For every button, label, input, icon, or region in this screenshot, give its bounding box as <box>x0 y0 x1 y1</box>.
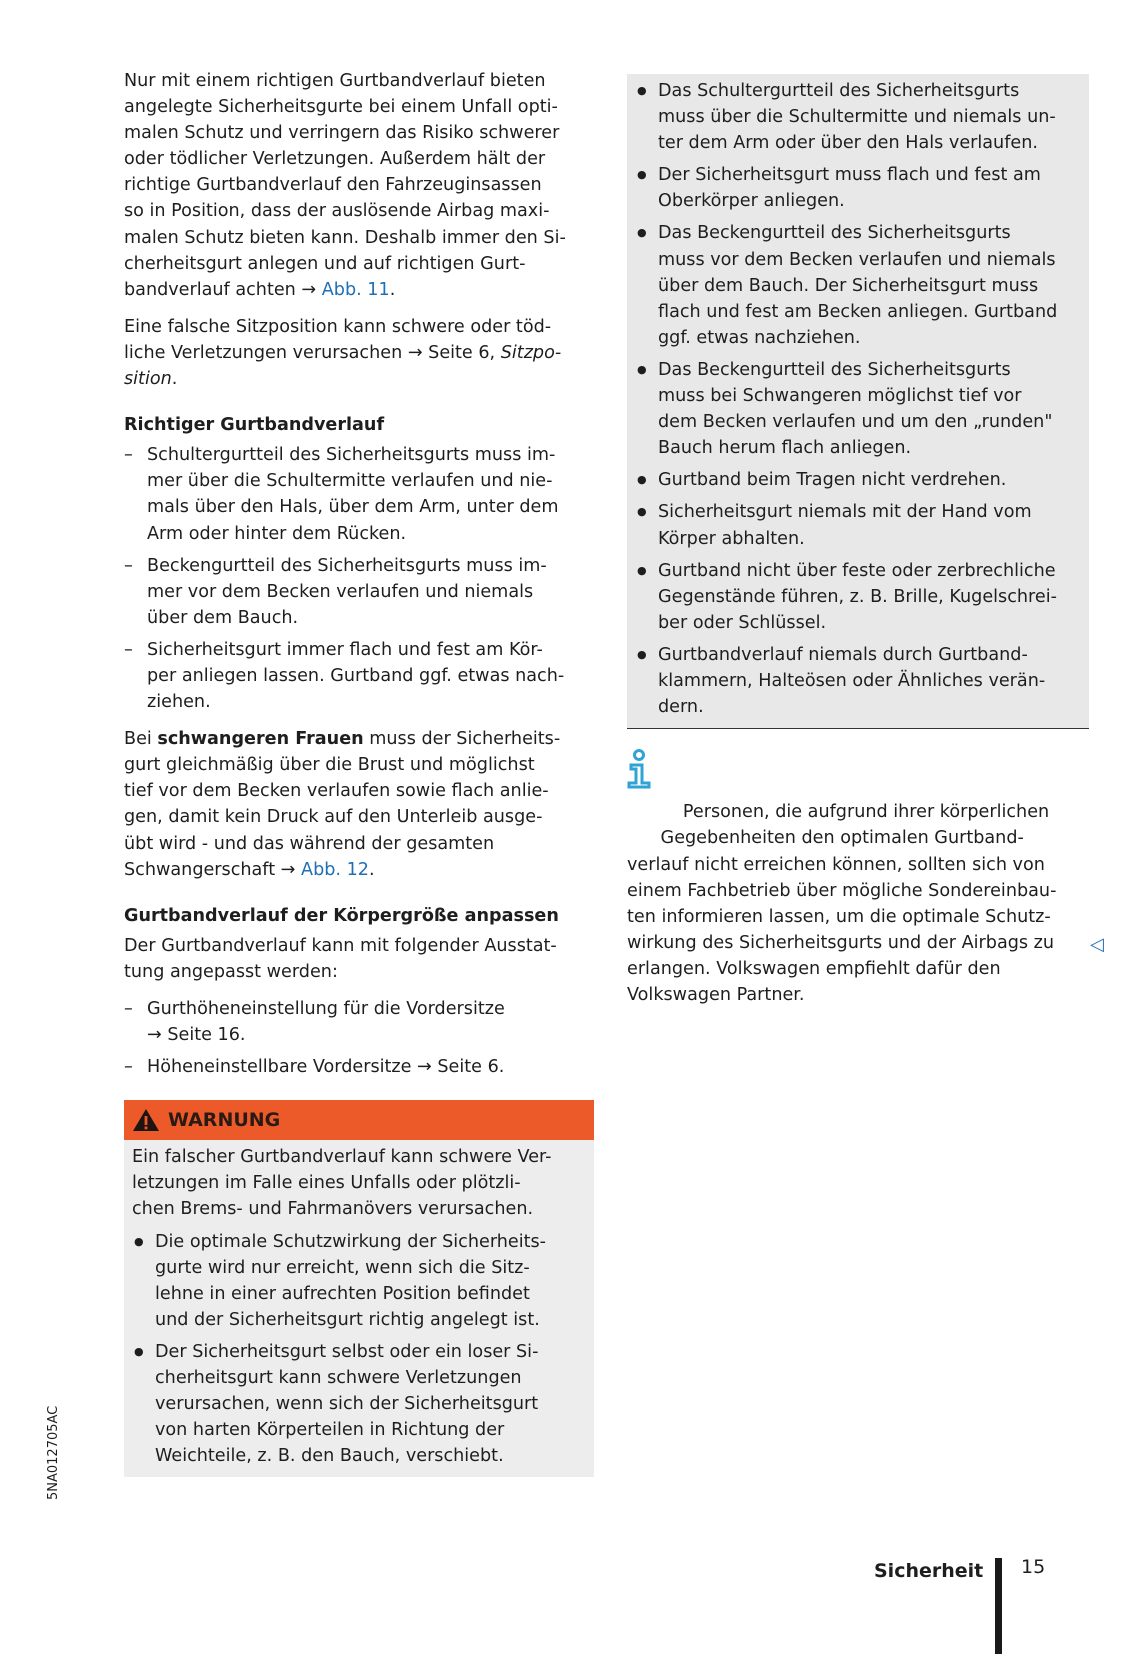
warning-bullet: ● Sicherheitsgurt niemals mit der Hand vom Körper abhalten. <box>635 499 1081 551</box>
info-text: Personen, die aufgrund ihrer körperlichen Gegebenheiten den optimalen Gurtband- verlauf nicht erreichen können, sollten sich von einem Fachbetrieb über mögliche Sondereinbau- ten informieren lassen, um die optimale Schutz- wirkung des Sicherheitsgurts und der Airbags zu erlangen. Volkswagen empfiehlt dafür den Volkswagen Partner. <box>627 802 1057 1005</box>
warning-bullet: ● Das Beckengurtteil des Sicherheitsgurts muss bei Schwangeren möglichst tief vor dem Becken verlaufen und um den „runden" Bauch herum flach anliegen. <box>635 357 1081 461</box>
pregnant-paragraph: Bei schwangeren Frauen muss der Sicherheits- gurt gleichmäßig über die Brust und möglichst tief vor dem Becken verlaufen sowie flach anlie- gen, damit kein Druck auf den Unterleib ausge- übt wird - und das während der gesamten Schwangerschaft → Abb. 12. <box>124 729 561 880</box>
section-heading: Richtiger Gurtbandverlauf <box>124 415 385 436</box>
info-icon <box>627 749 653 789</box>
seat-position-ref[interactable]: Sitzpo- sition <box>124 342 562 390</box>
warning-intro: Ein falscher Gurtbandverlauf kann schwere Ver- letzungen im Falle eines Unfalls oder plötzli- chen Brems- und Fahrmanövers verursachen. <box>132 1147 552 1220</box>
footer-divider <box>995 1558 1002 1654</box>
right-column <box>627 74 1089 1034</box>
left-column <box>124 68 594 1477</box>
list-item: – Sicherheitsgurt immer flach und fest am Kör- per anliegen lassen. Gurtband ggf. etwas nach- ziehen. <box>124 637 594 715</box>
warning-bullet: ● Gurtbandverlauf niemals durch Gurtband- klammern, Halteösen oder Ähnliches verän- dern. <box>635 642 1081 720</box>
seat-position-paragraph: Eine falsche Sitzposition kann schwere oder töd- liche Verletzungen verursachen → Seite 6, Sitzpo- sition. <box>124 316 562 390</box>
document-code: 5NA012705AC <box>46 1405 61 1500</box>
warning-bullet: ● Das Schultergurtteil des Sicherheitsgurts muss über die Schultermitte und niemals un- ter dem Arm oder über den Hals verlaufen. <box>635 78 1081 156</box>
warning-header <box>124 1100 594 1140</box>
list-item: – Schultergurtteil des Sicherheitsgurts muss im- mer über die Schultermitte verlaufen und nie- mals über den Hals, über dem Arm, unter dem Arm oder hinter dem Rücken. <box>124 442 594 546</box>
warning-bullet: ● Der Sicherheitsgurt muss flach und fest am Oberkörper anliegen. <box>635 162 1081 214</box>
list-item: – Beckengurtteil des Sicherheitsgurts muss im- mer vor dem Becken verlaufen und niemals über dem Bauch. <box>124 553 594 631</box>
warning-box <box>124 1100 594 1477</box>
warning-triangle-icon <box>132 1108 160 1132</box>
warning-bullet: ● Gurtband nicht über feste oder zerbrechliche Gegenstände führen, z. B. Brille, Kugelschrei- ber oder Schlüssel. <box>635 558 1081 636</box>
figure-link-11[interactable]: Abb. 11 <box>321 279 390 300</box>
end-of-section-icon: ◁ <box>1090 934 1104 955</box>
warning-title: WARNUNG <box>168 1109 281 1132</box>
intro-paragraph: Nur mit einem richtigen Gurtbandverlauf bieten angelegte Sicherheitsgurte bei einem Unfall opti- malen Schutz und verringern das Risiko schwerer oder tödlicher Verletzungen. Außerdem hält der richtige Gurtbandverlauf den Fahrzeuginsassen so in Position, dass der auslösende Airbag maxi- malen Schutz bieten kann. Deshalb immer den Si- cherheitsgurt anlegen und auf richtigen Gurt- bandverlauf achten → Abb. 11. <box>124 71 566 300</box>
list-item: – Höheneinstellbare Vordersitze → Seite 6. <box>124 1054 594 1080</box>
adjust-paragraph: Der Gurtbandverlauf kann mit folgender Ausstat- tung angepasst werden: <box>124 935 557 982</box>
warning-bullet: ● Die optimale Schutzwirkung der Sicherheits- gurte wird nur erreicht, wenn sich die Sitz- lehne in einer aufrechten Position befindet und der Sicherheitsgurt richtig angelegt ist. <box>132 1229 586 1333</box>
section-title: Sicherheit <box>874 1560 984 1582</box>
warning-bullet: ● Das Beckengurtteil des Sicherheitsgurts muss vor dem Becken verlaufen und niemals über dem Bauch. Der Sicherheitsgurt muss flach und fest am Becken anliegen. Gurtband ggf. etwas nachziehen. <box>635 220 1081 350</box>
warning-bullet: ● Der Sicherheitsgurt selbst oder ein loser Si- cherheitsgurt kann schwere Verletzungen verursachen, wenn sich der Sicherheitsgurt von harten Körperteilen in Richtung der Weichteile, z. B. den Bauch, verschiebt. <box>132 1339 586 1469</box>
warning-continuation-box <box>627 74 1089 729</box>
warning-bullet: ● Gurtband beim Tragen nicht verdrehen. <box>635 467 1081 493</box>
section-heading: Gurtbandverlauf der Körpergröße anpassen <box>124 905 559 926</box>
page-number: 15 <box>1021 1556 1046 1578</box>
info-note <box>627 747 1089 1034</box>
list-item: – Gurthöheneinstellung für die Vordersitze → Seite 16. <box>124 996 594 1048</box>
figure-link-12[interactable]: Abb. 12 <box>301 859 369 880</box>
